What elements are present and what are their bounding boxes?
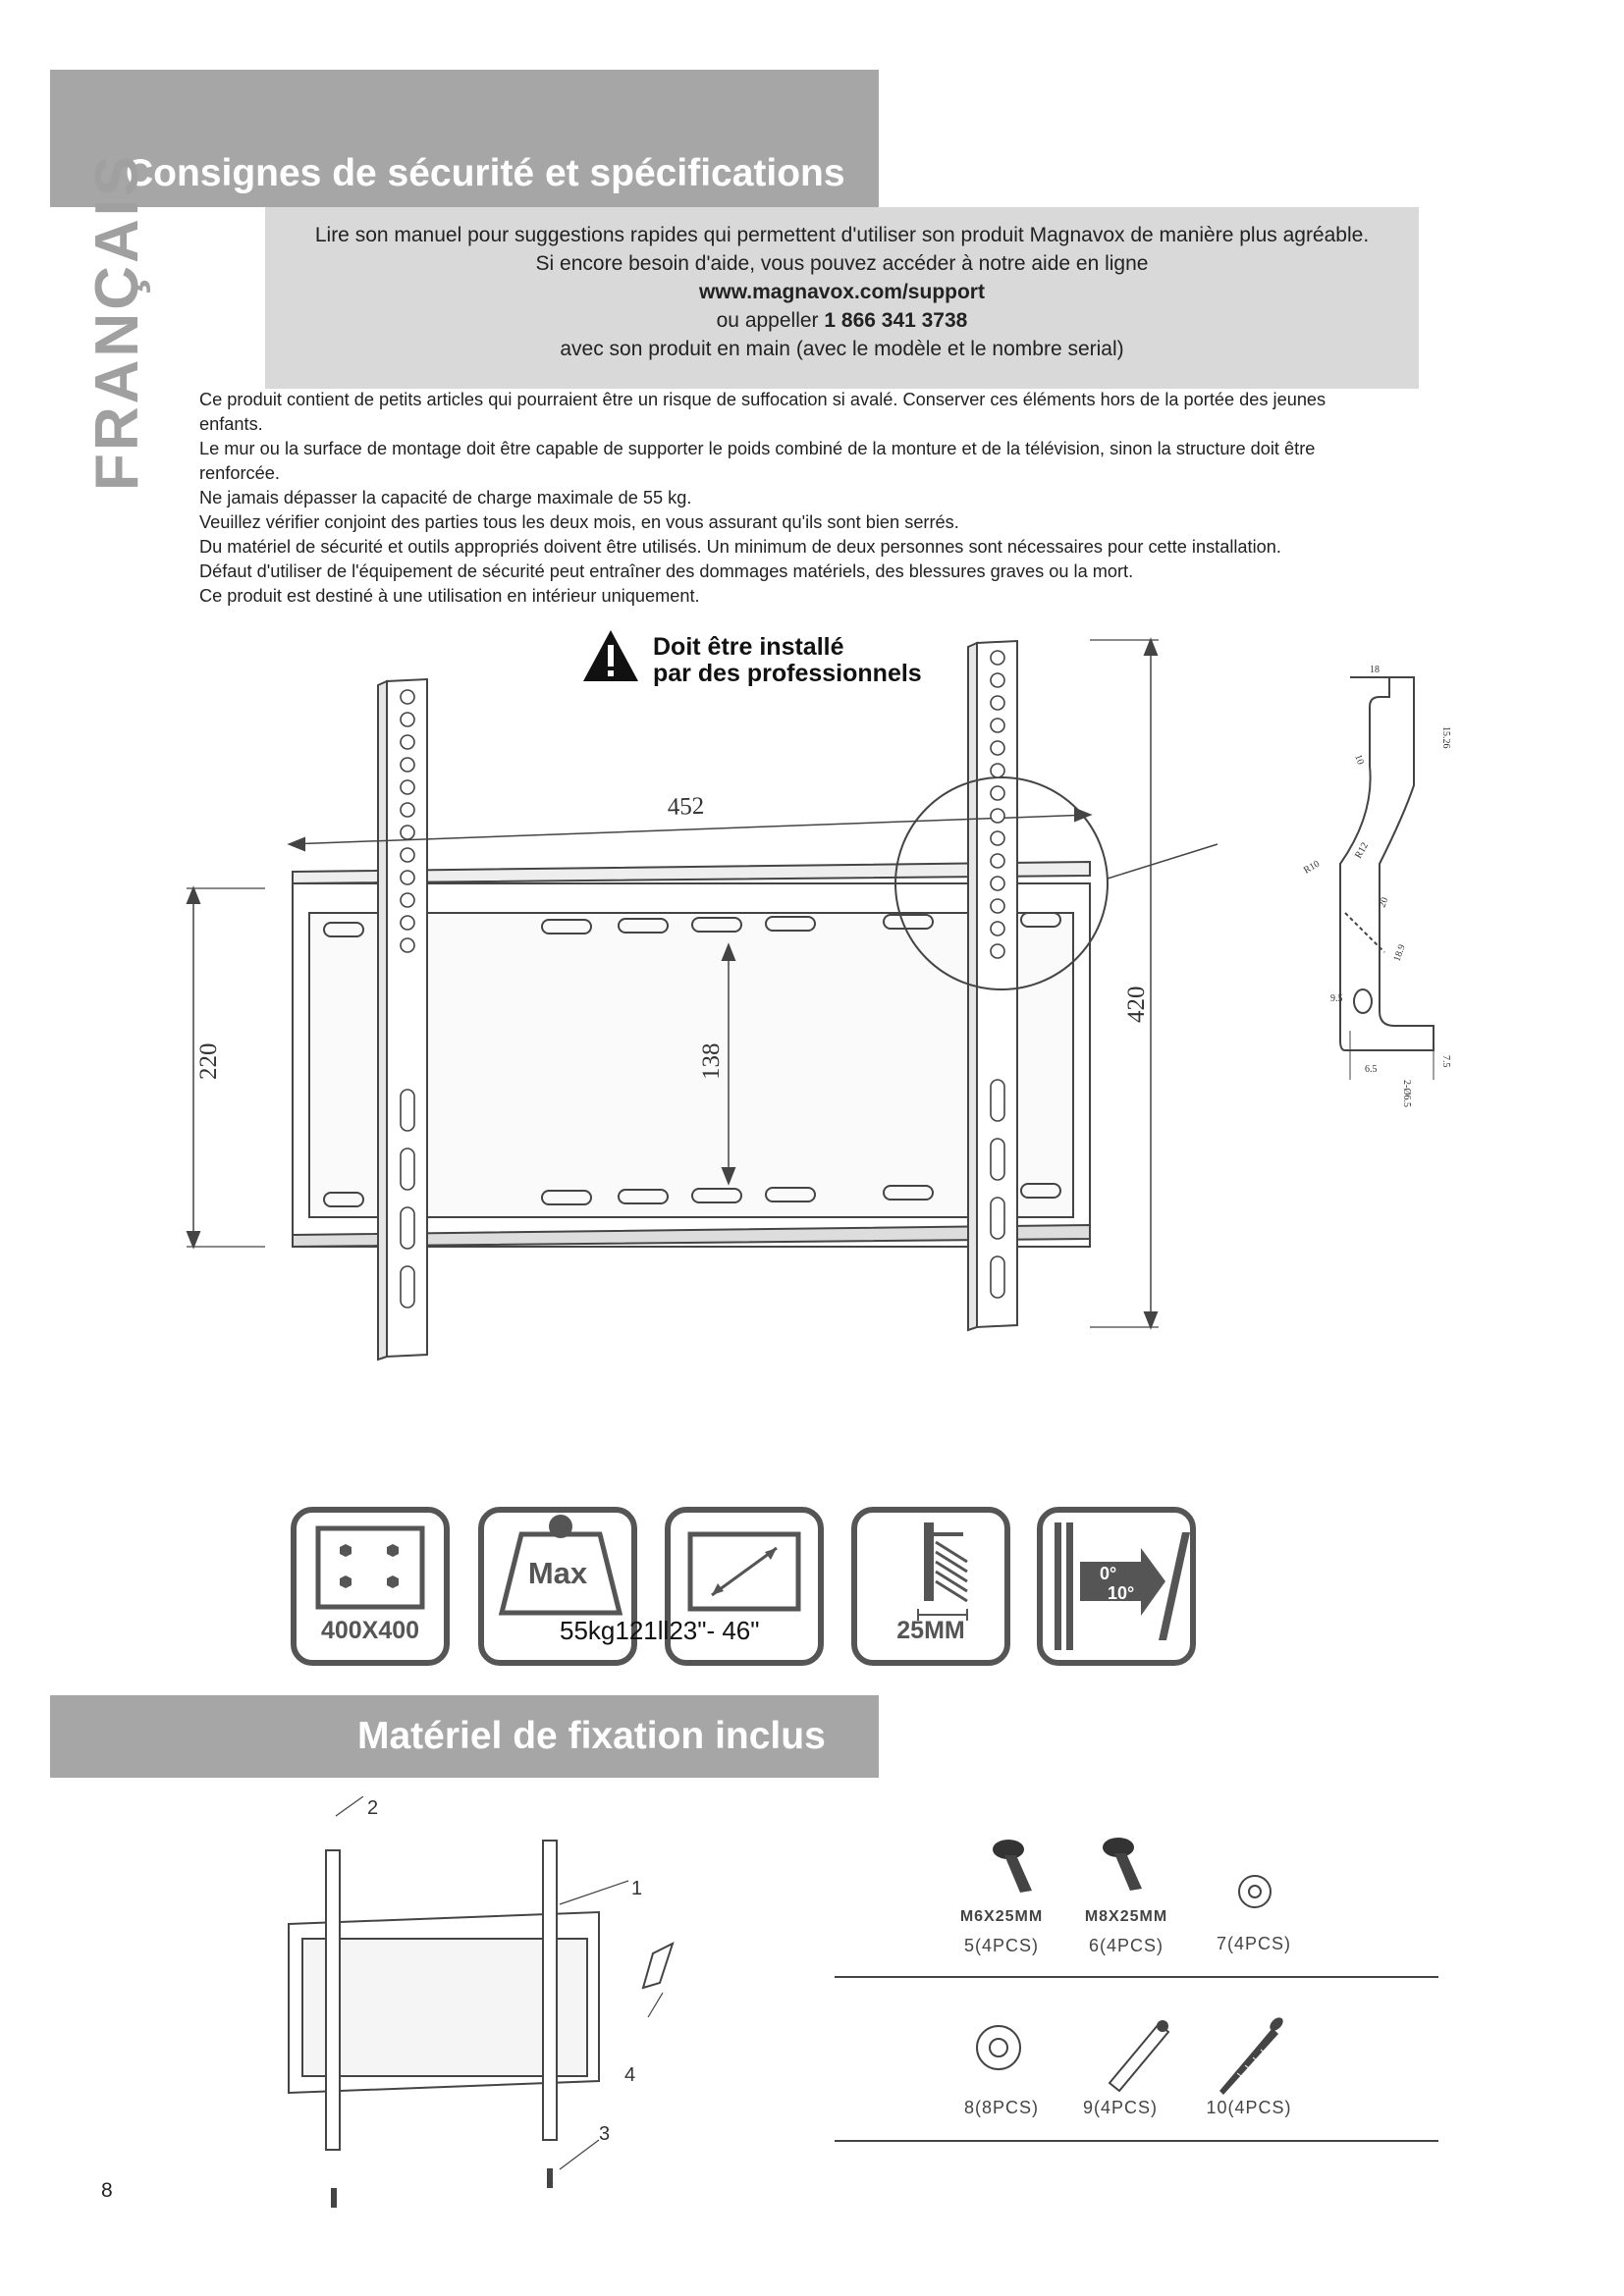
bracket-slot	[991, 1256, 1004, 1298]
bracket-slot	[401, 1090, 414, 1131]
side-language-label: FRANÇAIS	[83, 152, 151, 491]
bracket-hole	[401, 871, 414, 884]
warning-line-1: Doit être installé	[653, 633, 844, 661]
warning-line-2: par des professionnels	[653, 660, 922, 687]
bracket-hole	[991, 673, 1004, 687]
info-line-5: avec son produit en main (avec le modèle et le nombre serial)	[560, 338, 1124, 360]
bracket-hole	[401, 826, 414, 839]
info-line-1: Lire son manuel pour suggestions rapides qui permettent d'utiliser son produit Magnavox de manière plus agréable.	[314, 224, 1370, 246]
safety-line: Ce produit contient de petits articles qui pourraient être un risque de suffocation si avalé. Conserver ces éléments hors de la portée des jeunes	[199, 390, 1326, 409]
tilt-spec	[1037, 1507, 1196, 1666]
detail-dimension-label: 2-Ø6.5	[1401, 1080, 1412, 1108]
wall-anchor-icon	[1100, 2014, 1178, 2093]
safety-line: Défaut d'utiliser de l'équipement de sécurité peut entraîner des dommages matériels, des blessures graves ou la mort.	[199, 561, 1134, 581]
bracket-slot	[401, 1148, 414, 1190]
bracket-hole	[991, 854, 1004, 868]
lag-screw-icon	[1208, 2012, 1296, 2101]
bracket-hole	[401, 713, 414, 726]
wall-distance-label: 25MM	[896, 1617, 965, 1644]
bracket-hole	[991, 696, 1004, 710]
left-height-dimension-label: 220	[195, 1042, 222, 1080]
bracket-hole	[991, 719, 1004, 732]
part-5-qty: 5(4PCS)	[963, 1936, 1040, 1955]
detail-dimension-label: 7.5	[1440, 1055, 1451, 1068]
spec-overlay-text: 55kg121ll23"- 46"	[560, 1616, 760, 1645]
info-box	[265, 207, 1419, 389]
tilt-angle-max: 10°	[1108, 1583, 1135, 1603]
safety-line: Veuillez vérifier conjoint des parties tous les deux mois, en vous assurant qu'ils sont bien serrés.	[199, 512, 959, 532]
detail-dimension-label: 20	[1377, 895, 1391, 910]
bracket-hole	[401, 893, 414, 907]
bracket-hole	[401, 938, 414, 952]
callout-1: 1	[631, 1878, 643, 1899]
bracket-hole	[991, 877, 1004, 890]
support-url[interactable]: www.magnavox.com/support	[699, 281, 985, 303]
bracket-hole	[991, 809, 1004, 823]
detail-dimension-label: 15.26	[1440, 726, 1451, 749]
hardware-divider-2	[835, 2140, 1438, 2142]
bracket-hole	[991, 944, 1004, 958]
section-title-safety: Consignes de sécurité et spécifications	[126, 152, 845, 194]
bracket-hole	[991, 899, 1004, 913]
part-5-name: M6X25MM	[959, 1908, 1044, 1925]
page-number: 8	[101, 2179, 113, 2202]
vesa-pattern-spec	[291, 1507, 450, 1666]
section-header-safety	[50, 70, 879, 207]
safety-line: renforcée.	[199, 463, 280, 483]
bracket-hole	[401, 690, 414, 704]
part-9-qty: 9(4PCS)	[1082, 2098, 1159, 2117]
spacer-icon	[1235, 1872, 1274, 1911]
bolt-m6-icon	[987, 1836, 1046, 1895]
call-prefix: ou appeller	[716, 309, 825, 332]
callout-2: 2	[367, 1797, 379, 1819]
assembly-diagram	[275, 1796, 687, 2209]
info-line-4	[265, 306, 1419, 335]
info-line-2: Si encore besoin d'aide, vous pouvez accéder à notre aide en ligne	[535, 252, 1149, 275]
bracket-slot	[401, 1266, 414, 1308]
washer-icon	[974, 2023, 1023, 2072]
bracket-hole	[401, 735, 414, 749]
support-phone: 1 866 341 3738	[824, 309, 968, 332]
detail-dimension-label: R10	[1302, 858, 1322, 877]
bolt-m8-icon	[1097, 1834, 1156, 1893]
section-title-hardware: Matériel de fixation inclus	[357, 1715, 826, 1757]
safety-line: Le mur ou la surface de montage doit être capable de supporter le poids combiné de la monture et de la télévision, sinon la structure doit être	[199, 439, 1316, 458]
part-8-qty: 8(8PCS)	[963, 2098, 1040, 2117]
detail-dimension-label: R12	[1353, 840, 1371, 861]
detail-dimension-label: 10	[1352, 753, 1366, 767]
safety-line: Ce produit est destiné à une utilisation en intérieur uniquement.	[199, 586, 700, 606]
detail-dimension-label: 9.5	[1330, 993, 1343, 1004]
safety-line: Ne jamais dépasser la capacité de charge maximale de 55 kg.	[199, 488, 692, 507]
bracket-hole	[991, 764, 1004, 777]
bracket-hole	[401, 848, 414, 862]
wall-distance-spec	[851, 1507, 1010, 1666]
bracket-hole	[401, 758, 414, 772]
detail-dimension-label: 6.5	[1365, 1064, 1378, 1075]
bracket-hole	[991, 741, 1004, 755]
callout-3: 3	[599, 2123, 611, 2145]
safety-text	[199, 388, 1476, 609]
callout-4: 4	[624, 2064, 636, 2086]
bracket-slot	[991, 1139, 1004, 1180]
detail-dimension-label: 18.9	[1391, 942, 1408, 964]
part-7-qty: 7(4PCS)	[1216, 1934, 1292, 1953]
safety-line: Du matériel de sécurité et outils appropriés doivent être utilisés. Un minimum de deux personnes sont nécessaires pour cette installation.	[199, 537, 1281, 557]
bracket-hole	[991, 786, 1004, 800]
bracket-slot	[991, 1198, 1004, 1239]
section-header-hardware	[50, 1695, 879, 1778]
detail-dimension-label: 18	[1370, 665, 1380, 675]
max-load-word: Max	[527, 1556, 588, 1590]
bracket-slot	[401, 1207, 414, 1249]
vesa-pattern-label: 400X400	[320, 1617, 420, 1644]
center-dimension-label: 138	[698, 1042, 725, 1080]
width-dimension-label: 452	[667, 792, 705, 821]
bracket-hole	[401, 916, 414, 930]
mount-dimension-diagram	[177, 618, 1453, 1433]
bracket-hole	[991, 831, 1004, 845]
bracket-hole	[401, 803, 414, 817]
part-6-qty: 6(4PCS)	[1088, 1936, 1164, 1955]
part-10-qty: 10(4PCS)	[1206, 2098, 1292, 2117]
hardware-divider-1	[835, 1976, 1438, 1978]
bracket-slot	[991, 1080, 1004, 1121]
right-height-dimension-label: 420	[1123, 986, 1150, 1023]
part-6-name: M8X25MM	[1084, 1908, 1168, 1925]
safety-line: enfants.	[199, 414, 263, 434]
bracket-hole	[401, 780, 414, 794]
bracket-hole	[991, 651, 1004, 665]
tilt-angle-min: 0°	[1100, 1564, 1117, 1583]
bracket-hole	[991, 922, 1004, 935]
